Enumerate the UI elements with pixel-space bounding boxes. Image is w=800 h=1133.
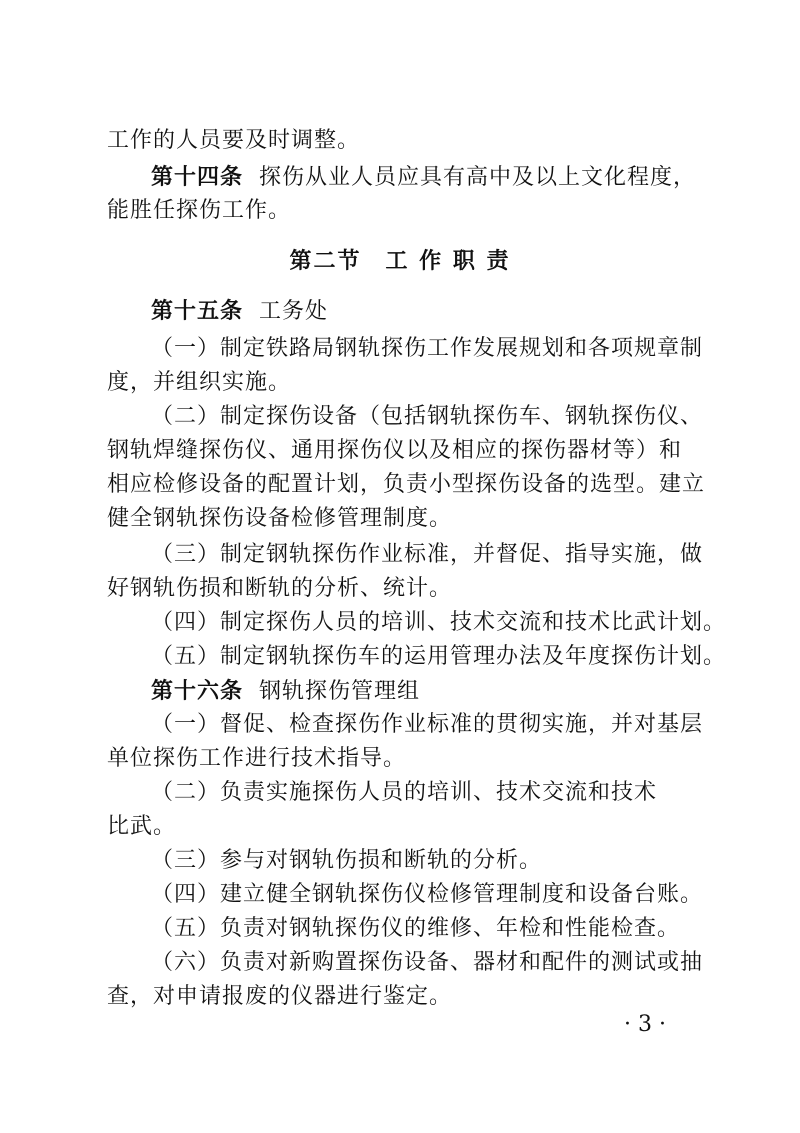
text-line: （五）负责对钢轨探伤仪的维修、年检和性能检查。 (151, 916, 681, 941)
text-line: 单位探伤工作进行技术指导。 (107, 746, 407, 771)
text-line: （三）参与对钢轨伤损和断轨的分析。 (151, 848, 543, 873)
page-number: · 3 · (624, 1012, 666, 1037)
text-line: （一）制定铁路局钢轨探伤工作发展规划和各项规章制 (151, 336, 704, 361)
text-line: （二）负责实施探伤人员的培训、技术交流和技术 (151, 780, 658, 805)
text-line: 比武。 (107, 814, 177, 839)
text-line: 度，并组织实施。 (107, 370, 292, 395)
text-line: （三）制定钢轨探伤作业标准，并督促、指导实施，做 (151, 542, 704, 567)
text-line: 工作的人员要及时调整。 (107, 128, 361, 153)
text-line: 健全钢轨探伤设备检修管理制度。 (107, 506, 453, 531)
text-line: （四）制定探伤人员的培训、技术交流和技术比武计划。 (151, 610, 727, 635)
article-text: 钢轨探伤管理组 (259, 679, 421, 704)
section-number: 第二节 (289, 248, 362, 274)
article-15 (151, 296, 697, 327)
text-line: 钢轨焊缝探伤仪、通用探伤仪以及相应的探伤器材等）和 (107, 438, 683, 463)
section-title: 工 作 职 责 (385, 248, 511, 274)
text-line: （五）制定钢轨探伤车的运用管理办法及年度探伤计划。 (151, 644, 727, 669)
text-line: （六）负责对新购置探伤设备、器材和配件的测试或抽 (151, 950, 704, 975)
section-heading (0, 246, 800, 276)
text-line: 相应检修设备的配置计划，负责小型探伤设备的选型。建立 (107, 472, 706, 497)
text-line: （一）督促、检查探伤作业标准的贯彻实施，并对基层 (151, 712, 704, 737)
text-line: 查，对申请报废的仪器进行鉴定。 (107, 984, 453, 1009)
article-label: 第十六条 (151, 678, 244, 704)
text-line: 好钢轨伤损和断轨的分析、统计。 (107, 576, 453, 601)
text-line: （四）建立健全钢轨探伤仪检修管理制度和设备台账。 (151, 882, 704, 907)
article-text: 工务处 (259, 299, 329, 324)
text-line: 能胜任探伤工作。 (107, 198, 292, 223)
article-16 (151, 676, 697, 707)
article-label: 第十四条 (151, 164, 244, 190)
article-label: 第十五条 (151, 298, 244, 324)
article-14 (151, 162, 697, 193)
article-text: 探伤从业人员应具有高中及以上文化程度， (259, 165, 697, 190)
text-line: （二）制定探伤设备（包括钢轨探伤车、钢轨探伤仪、 (151, 404, 704, 429)
